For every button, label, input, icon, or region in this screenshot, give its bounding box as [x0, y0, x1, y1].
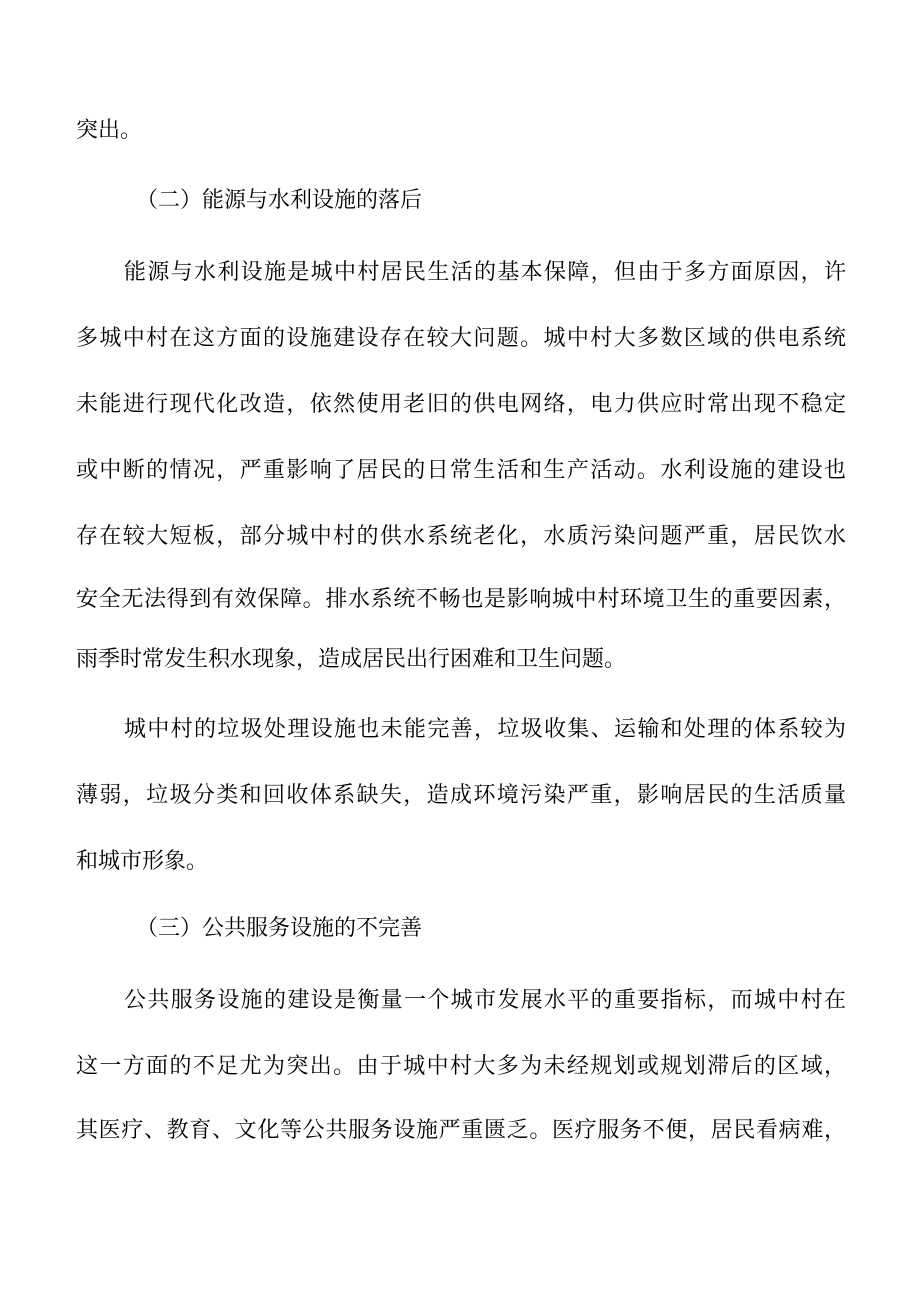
text-line: 或中断的情况，严重影响了居民的日常生活和生产活动。水利设施的建设也 [76, 458, 846, 483]
text-line: 能源与水利设施是城中村居民生活的基本保障，但由于多方面原因，许 [124, 260, 846, 285]
text-line: 突出。 [76, 118, 143, 143]
text-line: 城中村的垃圾处理设施也未能完善，垃圾收集、运输和处理的体系较为 [124, 717, 846, 742]
text-line: 存在较大短板，部分城中村的供水系统老化，水质污染问题严重，居民饮水 [76, 524, 846, 549]
text-line: 和城市形象。 [76, 849, 209, 874]
text-line: 薄弱，垃圾分类和回收体系缺失，造成环境污染严重，影响居民的生活质量 [76, 783, 846, 808]
section-heading: （二）能源与水利设施的落后 [136, 188, 423, 213]
section-heading: （三）公共服务设施的不完善 [136, 916, 423, 941]
text-line: 这一方面的不足尤为突出。由于城中村大多为未经规划或规划滞后的区域， [76, 1054, 846, 1079]
text-line: 公共服务设施的建设是衡量一个城市发展水平的重要指标，而城中村在 [124, 988, 846, 1013]
text-line: 雨季时常发生积水现象，造成居民出行困难和卫生问题。 [76, 647, 627, 672]
text-line: 其医疗、教育、文化等公共服务设施严重匮乏。医疗服务不便，居民看病难， [76, 1118, 846, 1143]
text-line: 安全无法得到有效保障。排水系统不畅也是影响城中村环境卫生的重要因素， [76, 587, 846, 612]
text-line: 多城中村在这方面的设施建设存在较大问题。城中村大多数区域的供电系统 [76, 326, 846, 351]
text-line: 未能进行现代化改造，依然使用老旧的供电网络，电力供应时常出现不稳定 [76, 392, 846, 417]
